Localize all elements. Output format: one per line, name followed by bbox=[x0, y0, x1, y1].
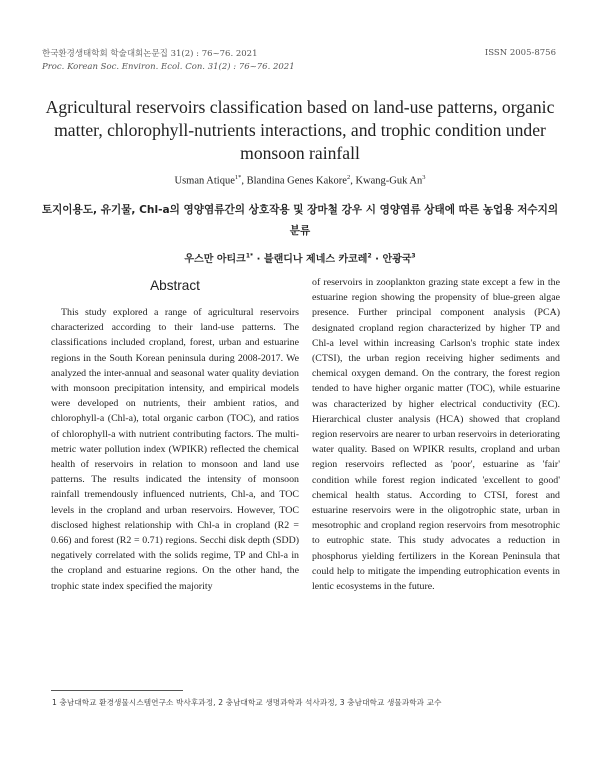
issn: ISSN 2005-8756 bbox=[484, 48, 556, 58]
author-name-ko: 블랜디나 제네스 카코레 bbox=[263, 254, 368, 265]
author-list: Usman Atique$^{1*}$, Blandina Genes Kakore$^2$, Kwang-Guk An$^3$ bbox=[174, 174, 426, 187]
paper-title-ko: 토지이용도, 유기물, Chl-a의 영양염류간의 상호작용 및 장마철 강우 시 영양염류 상태에 따른 농업용 저수지의 분류 bbox=[41, 204, 559, 237]
abstract-column-right: of reservoirs in zooplankton grazing state except a few in the estuarine region showing the propensity of blue-green algae presence. Further principal component analysis (PCA) designated cropland region characterized by higher TP and Chl-a level within increasing Carlson's trophic state index (CTSI), the urban region receiving higher sediments and chemical oxygen demand. On the contrary, the forest region tended to have higher organic matter (TOC), while estuarine was characterized by higher electrical conductivity (EC). Hierarchical cluster analysis (HCA) showed that cropland region reservoirs are nearer to urban reservoirs in deteriorating water quality. Based on WPIKR results, cropland and urban region reservoirs reflected as 'poor', estuarine as 'fair' condition while forest region indicated 'excellent to good' chemical health status. According to CTSI, forest and estuarine reservoirs were in the oligotrophic state, urban in mesotrophic and cropland region reservoirs from mesotrophic to eutrophic state. This study advocates a reduction in phosphorus yielding fertilizers in the Korean Peninsula that could help to mitigate the impending eutrophication events in lentic ecosystems in the future. bbox=[312, 277, 560, 593]
author-affiliation: 2 bbox=[346, 174, 351, 181]
author-affiliation: 3 bbox=[411, 252, 416, 260]
author-name: Usman Atique bbox=[174, 175, 235, 187]
abstract-heading: Abstract bbox=[150, 278, 200, 293]
affiliation-footnote: 1 충남대학교 환경생물시스템연구소 박사후과정, 2 충남대학교 생명과학과 석사과정, 3 충남대학교 생물과학과 교수 bbox=[52, 698, 442, 707]
journal-en: Proc. Korean Soc. Environ. Ecol. Con. 31(2) : 76~76. 2021 bbox=[42, 62, 295, 72]
author-name: Kwang-Guk An bbox=[355, 175, 423, 187]
author-list-ko: 우스만 아티크$^{1*}$ · 블랜디나 제네스 카코레$^2$ · 안광국$^3$ bbox=[184, 252, 416, 265]
author-affiliation: 1* bbox=[245, 252, 254, 260]
footnote-divider bbox=[51, 690, 183, 691]
author-affiliation: 3 bbox=[422, 174, 426, 181]
author-name: Blandina Genes Kakore bbox=[246, 175, 347, 187]
journal-ko: 한국환경생태학회 학술대회논문집 31(2) : 76~76. 2021 bbox=[42, 49, 258, 59]
author-affiliation: 1* bbox=[234, 174, 242, 181]
paper-title: Agricultural reservoirs classification based on land-use patterns, organic matter, chlorophyll-nutrients interactions, and trophic condition under monsoon rainfall bbox=[45, 97, 555, 163]
running-header bbox=[42, 48, 295, 74]
abstract-column-left: This study explored a range of agricultural reservoirs characterized according to their land-use patterns. The classifications included cropland, forest, urban and estuarine regions in the South Korean peninsula during 2008-2017. We analyzed the inter-annual and seasonal water quality deviation with monsoon precipitation intensity, and empirical models were developed on nutrients, their ambient ratios, and chlorophyll-a (Chl-a), total organic carbon (TOC), and ratios of chlorophyll-a with nutrient contributing factors. The multi-metric water pollution index (WPIKR) reflected the chemical health of reservoirs in relation to monsoon and land use patterns. The results indicated the intensity of monsoon rainfall tremendously influenced nutrients, Chl-a, and TOC levels in the cropland and urban reservoirs. However, TOC disclosed highest relationship with Chl-a in cropland (R2 = 0.66) and forest (R2 = 0.71) regions. Secchi disk depth (SDD) negatively correlated with the solids regime, TP and Chl-a in the cropland and estuarine regions. On the other hand, the trophic state index specified the majority bbox=[51, 307, 299, 592]
author-name-ko: 안광국 bbox=[382, 254, 412, 265]
author-name-ko: 우스만 아티크 bbox=[184, 254, 246, 265]
author-affiliation: 2 bbox=[367, 252, 372, 260]
